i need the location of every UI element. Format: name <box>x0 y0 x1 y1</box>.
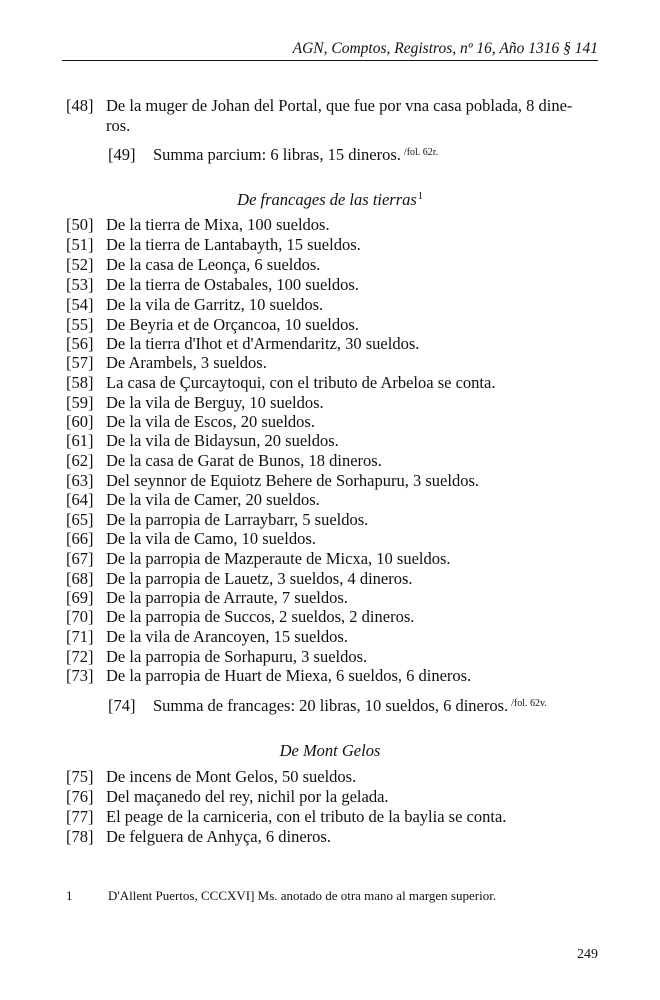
entry-60 <box>66 412 600 432</box>
entry-text: Del maçanedo del rey, nichil por la gelada. <box>106 787 389 806</box>
entry-67 <box>66 549 600 569</box>
section-title-text: De Mont Gelos <box>279 741 381 760</box>
entry-number: [72] <box>66 647 94 666</box>
entry-text: De la vila de Camer, 20 sueldos. <box>106 490 320 509</box>
entry-text: De la parropia de Larraybarr, 5 sueldos. <box>106 510 369 529</box>
entry-text: De la tierra d'Ihot et d'Armendaritz, 30 sueldos. <box>106 334 420 353</box>
folio-marker: /fol. 62r. <box>403 147 439 158</box>
entry-text: De incens de Mont Gelos, 50 sueldos. <box>106 767 357 786</box>
entry-text: De la parropia de Mazperaute de Micxa, 10 sueldos. <box>106 549 451 568</box>
entry-62 <box>66 451 600 471</box>
entry-number: [64] <box>66 490 94 509</box>
entry-text: De la parropia de Huart de Miexa, 6 sueldos, 6 dineros. <box>106 666 472 685</box>
entry-number: [76] <box>66 787 94 806</box>
entry-text: Del seynnor de Equiotz Behere de Sorhapuru, 3 sueldos. <box>106 471 479 490</box>
entry-text: De Arambels, 3 sueldos. <box>106 353 267 372</box>
entry-number: [74] <box>108 696 136 715</box>
entry-text: De la parropia de Succos, 2 sueldos, 2 dineros. <box>106 607 415 626</box>
entry-77 <box>66 807 600 827</box>
entry-number: [54] <box>66 295 94 314</box>
entry-63 <box>66 471 600 491</box>
entry-text: De la vila de Escos, 20 sueldos. <box>106 412 315 431</box>
entry-55 <box>66 315 600 335</box>
footnote <box>66 888 496 904</box>
entry-text-line-1: De la muger de Johan del Portal, que fue por vna casa poblada, 8 dine- <box>106 96 573 115</box>
entry-number: [73] <box>66 666 94 685</box>
entry-number: [62] <box>66 451 94 470</box>
section-title-mont-gelos <box>0 741 660 761</box>
entry-76 <box>66 787 600 807</box>
entry-number: [49] <box>108 145 136 164</box>
running-header: AGN, Comptos, Registros, nº 16, Año 1316 § 141 <box>292 40 598 57</box>
entry-57 <box>66 353 600 373</box>
entry-number: [51] <box>66 235 94 254</box>
entry-69 <box>66 588 600 608</box>
entry-text: De la casa de Leonça, 6 sueldos. <box>106 255 321 274</box>
entry-text: El peage de la carniceria, con el tributo de la baylia se conta. <box>106 807 507 826</box>
entry-number: [52] <box>66 255 94 274</box>
page-number: 249 <box>577 947 598 962</box>
entry-text: La casa de Çurcaytoqui, con el tributo de Arbeloa se conta. <box>106 373 496 392</box>
summa-49 <box>108 145 438 168</box>
entry-text: De Beyria et de Orçancoa, 10 sueldos. <box>106 315 359 334</box>
entry-68 <box>66 569 600 589</box>
entry-text: De la parropia de Arraute, 7 sueldos. <box>106 588 348 607</box>
entry-text: De felguera de Anhyça, 6 dineros. <box>106 827 331 846</box>
entry-number: [61] <box>66 431 94 450</box>
entry-64 <box>66 490 600 510</box>
footnote-number: 1 <box>66 888 73 903</box>
entry-text: De la casa de Garat de Bunos, 18 dineros. <box>106 451 382 470</box>
entry-number: [59] <box>66 393 94 412</box>
entry-text: De la tierra de Mixa, 100 sueldos. <box>106 215 330 234</box>
entry-61 <box>66 431 600 451</box>
entry-text: De la tierra de Lantabayth, 15 sueldos. <box>106 235 361 254</box>
entry-59 <box>66 393 600 413</box>
entry-75 <box>66 767 600 787</box>
entry-70 <box>66 607 600 627</box>
entry-number: [78] <box>66 827 94 846</box>
entry-52 <box>66 255 600 275</box>
entry-number: [60] <box>66 412 94 431</box>
entry-65 <box>66 510 600 530</box>
entry-number: [75] <box>66 767 94 786</box>
entry-text: De la parropia de Sorhapuru, 3 sueldos. <box>106 647 368 666</box>
footnote-ref: 1 <box>417 191 423 202</box>
entry-54 <box>66 295 600 315</box>
entry-number: [70] <box>66 607 94 626</box>
entry-73 <box>66 666 600 686</box>
entry-number: [69] <box>66 588 94 607</box>
summa-74 <box>108 696 547 719</box>
entry-58 <box>66 373 600 393</box>
entry-72 <box>66 647 600 667</box>
footnote-text: D'Allent Puertos, CCCXVI] Ms. anotado de otra mano al margen superior. <box>108 888 497 903</box>
entry-text: De la tierra de Ostabales, 100 sueldos. <box>106 275 359 294</box>
section-title-francages <box>0 190 660 213</box>
entry-53 <box>66 275 600 295</box>
entry-number: [68] <box>66 569 94 588</box>
entry-number: [53] <box>66 275 94 294</box>
folio-marker: /fol. 62v. <box>511 698 547 709</box>
section-title-text: De francages de las tierras <box>237 190 417 209</box>
entry-number: [48] <box>66 96 94 115</box>
summa-text: Summa de francages: 20 libras, 10 sueldos, 6 dineros. <box>153 696 509 715</box>
entry-number: [55] <box>66 315 94 334</box>
entry-48 <box>66 96 600 136</box>
entry-51 <box>66 235 600 255</box>
entry-text: De la parropia de Lauetz, 3 sueldos, 4 dineros. <box>106 569 413 588</box>
entry-number: [77] <box>66 807 94 826</box>
entry-number: [65] <box>66 510 94 529</box>
entry-number: [63] <box>66 471 94 490</box>
entry-50 <box>66 215 600 235</box>
entry-text-line-2: ros. <box>106 116 131 135</box>
entry-number: [67] <box>66 549 94 568</box>
entry-number: [57] <box>66 353 94 372</box>
entry-text: De la vila de Arancoyen, 15 sueldos. <box>106 627 348 646</box>
header-rule <box>62 60 598 61</box>
entry-number: [56] <box>66 334 94 353</box>
entry-78 <box>66 827 600 847</box>
entry-number: [50] <box>66 215 94 234</box>
entry-66 <box>66 529 600 549</box>
entry-text: De la vila de Bidaysun, 20 sueldos. <box>106 431 339 450</box>
entry-number: [58] <box>66 373 94 392</box>
entry-number: [66] <box>66 529 94 548</box>
entry-text: De la vila de Berguy, 10 sueldos. <box>106 393 324 412</box>
entry-56 <box>66 334 600 354</box>
summa-text: Summa parcium: 6 libras, 15 dineros. <box>153 145 401 164</box>
entry-text: De la vila de Garritz, 10 sueldos. <box>106 295 324 314</box>
entry-text: De la vila de Camo, 10 sueldos. <box>106 529 316 548</box>
entry-number: [71] <box>66 627 94 646</box>
entry-71 <box>66 627 600 647</box>
